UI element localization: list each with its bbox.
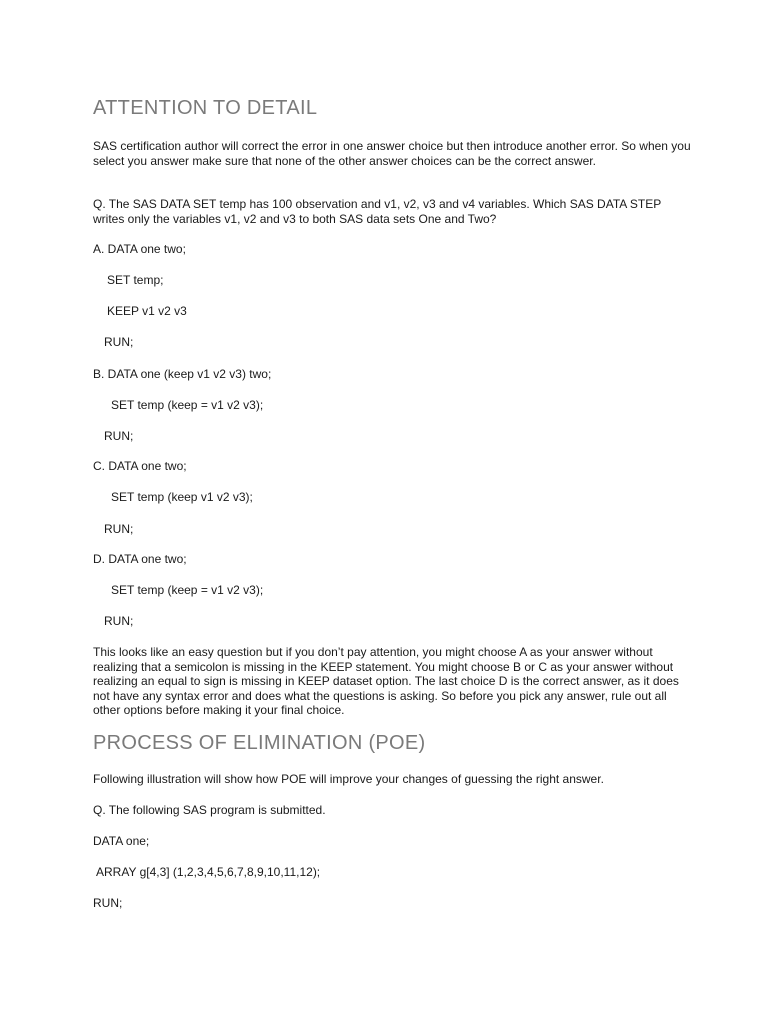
heading-process-of-elimination: PROCESS OF ELIMINATION (POE) — [93, 732, 426, 754]
code-line-2: ARRAY g[4,3] (1,2,3,4,5,6,7,8,9,10,11,12); — [96, 865, 321, 879]
code-line-1: DATA one; — [93, 834, 150, 848]
option-b-line-2: SET temp (keep = v1 v2 v3); — [111, 398, 264, 412]
poe-question-paragraph: Q. The following SAS program is submitted. — [93, 803, 326, 817]
option-c-line-1: C. DATA one two; — [93, 459, 187, 473]
option-d-line-3: RUN; — [104, 614, 134, 628]
intro-paragraph: SAS certification author will correct the error in one answer choice but then introduce another error. So when you select you answer make sure that none of the other answer choices can be the correct answer. — [93, 139, 691, 168]
option-b-line-3: RUN; — [104, 429, 134, 443]
option-c-line-3: RUN; — [104, 522, 134, 536]
heading-attention-to-detail: ATTENTION TO DETAIL — [93, 97, 318, 119]
option-a-line-3: KEEP v1 v2 v3 — [107, 304, 187, 318]
option-b-line-1: B. DATA one (keep v1 v2 v3) two; — [93, 367, 272, 381]
code-line-3: RUN; — [93, 896, 123, 910]
option-a-line-4: RUN; — [104, 335, 134, 349]
option-a-line-2: SET temp; — [107, 273, 164, 287]
question-paragraph: Q. The SAS DATA SET temp has 100 observation and v1, v2, v3 and v4 variables. Which SAS DATA STEP writes only the variables v1, v2 and v3 to both SAS data sets One and Two? — [93, 197, 662, 226]
option-c-line-2: SET temp (keep v1 v2 v3); — [111, 490, 253, 504]
option-d-line-2: SET temp (keep = v1 v2 v3); — [111, 583, 264, 597]
option-d-line-1: D. DATA one two; — [93, 552, 187, 566]
option-a-line-1: A. DATA one two; — [93, 242, 186, 256]
poe-intro-paragraph: Following illustration will show how POE will improve your changes of guessing the right answer. — [93, 772, 604, 786]
explanation-paragraph: This looks like an easy question but if you don’t pay attention, you might choose A as your answer without realizing that a semicolon is missing in the KEEP statement. You might choose B or C as your answer without realizing an equal to sign is missing in KEEP dataset option. The last choice D is the correct answer, as it does not have any syntax error and does what the questions is asking. So before you pick any answer, rule out all other options before making it your final choice. — [93, 645, 679, 717]
